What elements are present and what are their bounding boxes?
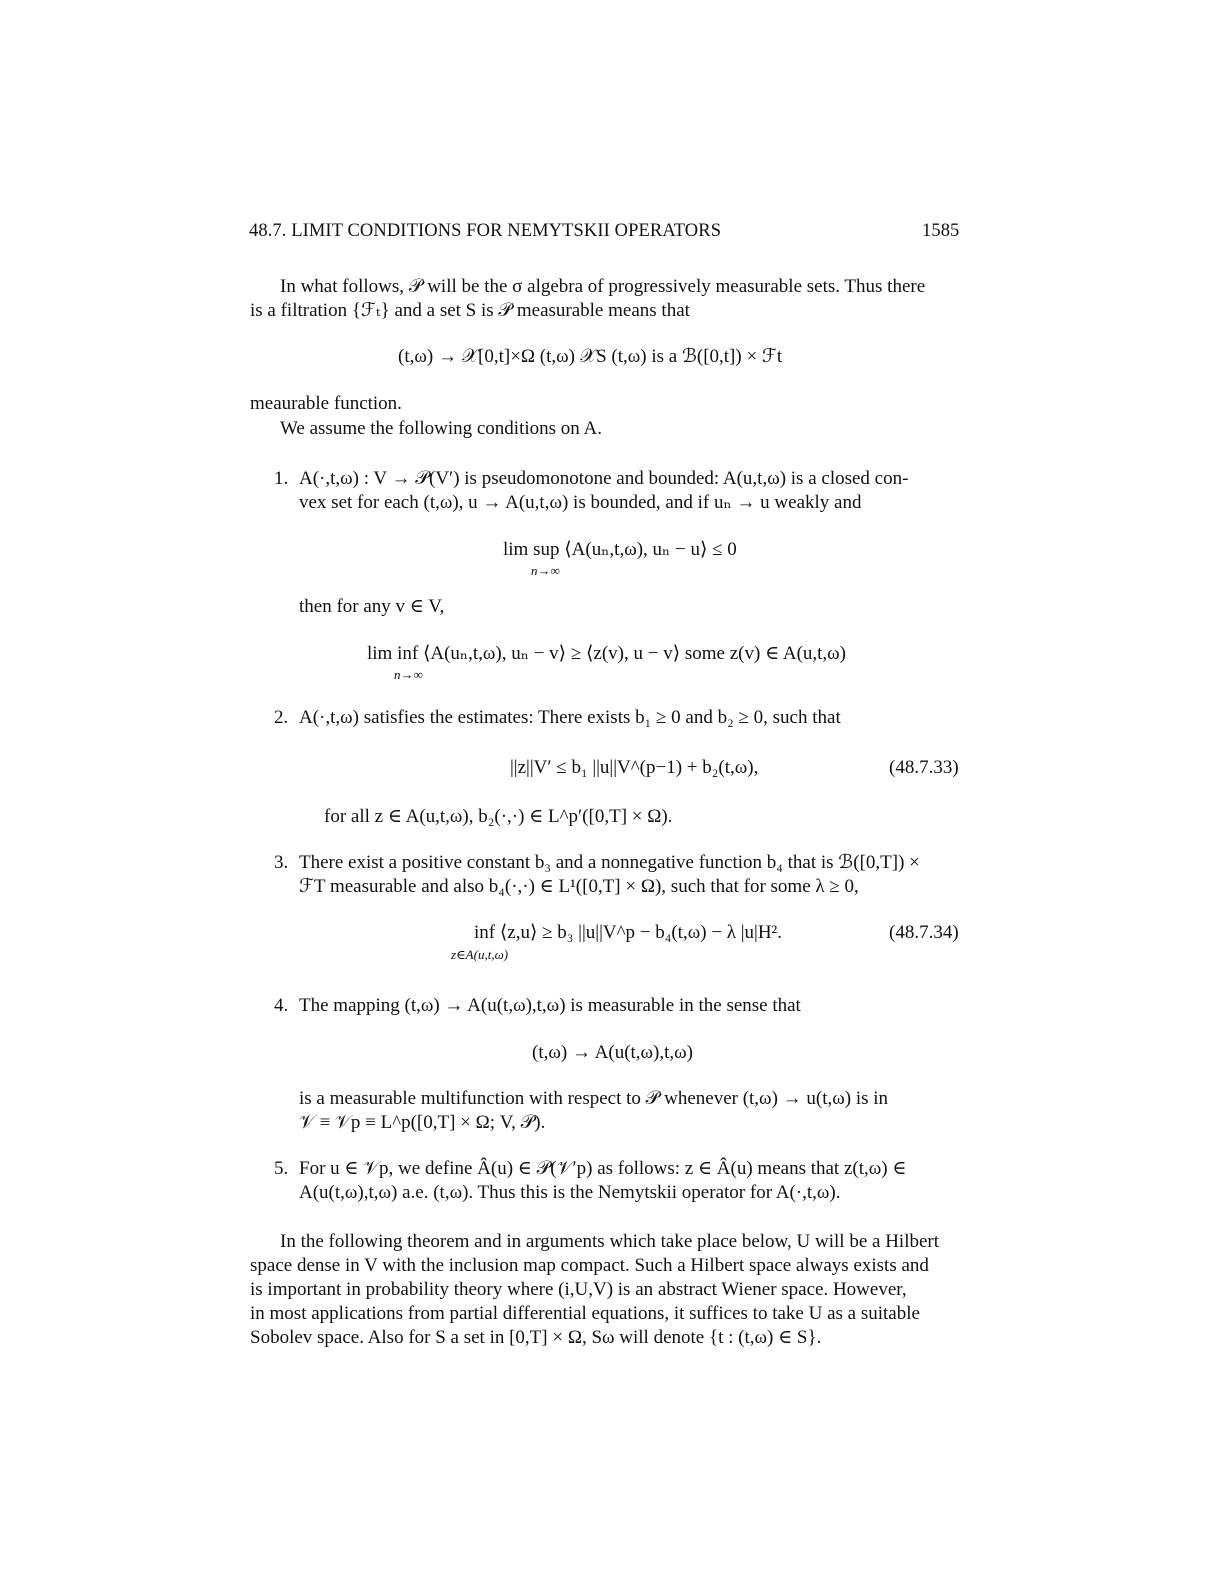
condition-1-line-1: A(·,t,ω) : V → 𝒫(V′) is pseudomonotone and bounded: A(u,t,ω) is a closed con- (299, 468, 909, 489)
condition-1-line-2: vex set for each (t,ω), u → A(u,t,ω) is bounded, and if uₙ → u weakly and (299, 492, 862, 513)
equation-48-7-33: ||z||V′ ≤ b₁ ||u||V^(p−1) + b₂(t,ω), (510, 757, 759, 778)
equation-label-48-7-34: (48.7.34) (889, 922, 959, 943)
condition-4-display: (t,ω) → A(u(t,ω),t,ω) (532, 1042, 693, 1063)
condition-1-number: 1. (274, 468, 289, 489)
condition-4-number: 4. (274, 995, 289, 1016)
closing-line-4: in most applications from partial differential equations, it suffices to take U as a suitable (250, 1303, 920, 1324)
display-equation-progressive: (t,ω) → 𝒳[0,t]×Ω (t,ω) 𝒳S (t,ω) is a ℬ([0,t]) × ℱt (398, 346, 783, 367)
condition-1-liminf-subscript: n→∞ (394, 667, 423, 682)
intro-line-1: In what follows, 𝒫 will be the σ algebra of progressively measurable sets. Thus there (280, 276, 926, 297)
assume-line: We assume the following conditions on A. (280, 418, 602, 439)
closing-line-3: is important in probability theory where (i,U,V) is an abstract Wiener space. However, (250, 1279, 907, 1300)
intro-line-2: is a filtration {ℱₜ} and a set S is 𝒫 measurable means that (250, 300, 690, 321)
condition-2-after: for all z ∈ A(u,t,ω), b₂(·,·) ∈ L^p′([0,T] × Ω). (324, 806, 673, 827)
condition-3-line-2: ℱT measurable and also b₄(·,·) ∈ L¹([0,T] × Ω), such that for some λ ≥ 0, (299, 876, 859, 897)
condition-5-number: 5. (274, 1158, 289, 1179)
intro-after-display: meaurable function. (250, 393, 402, 414)
condition-1-limsup-block (503, 539, 737, 561)
condition-3-number: 3. (274, 852, 289, 873)
equation-label-48-7-33: (48.7.33) (889, 757, 959, 778)
condition-5-line-2: A(u(t,ω),t,ω) a.e. (t,ω). Thus this is the Nemytskii operator for A(·,t,ω). (299, 1182, 841, 1203)
condition-1-then: then for any v ∈ V, (299, 596, 445, 617)
condition-1-liminf-block (367, 643, 846, 665)
condition-3-line-1: There exist a positive constant b₃ and a nonnegative function b₄ that is ℬ([0,T]) × (299, 852, 920, 873)
condition-1-limsup-equation: lim sup ⟨A(uₙ,t,ω), uₙ − u⟩ ≤ 0 (503, 539, 737, 560)
closing-line-2: space dense in V with the inclusion map compact. Such a Hilbert space always exists and (250, 1255, 929, 1276)
equation-48-7-34-subscript: z∈A(u,t,ω) (451, 947, 509, 962)
condition-1-liminf-equation: lim inf ⟨A(uₙ,t,ω), uₙ − v⟩ ≥ ⟨z(v), u − v⟩ some z(v) ∈ A(u,t,ω) (367, 643, 847, 664)
condition-5-line-1: For u ∈ 𝒱p, we define Â(u) ∈ 𝒫(𝒱′p) as follows: z ∈ Â(u) means that z(t,ω) ∈ (299, 1158, 907, 1179)
condition-4-line-1: The mapping (t,ω) → A(u(t,ω),t,ω) is measurable in the sense that (299, 995, 801, 1016)
closing-line-1: In the following theorem and in arguments which take place below, U will be a Hilbert (280, 1231, 940, 1252)
condition-2-line-1: A(·,t,ω) satisfies the estimates: There exists b₁ ≥ 0 and b₂ ≥ 0, such that (299, 707, 841, 728)
condition-4-line-2: is a measurable multifunction with respect to 𝒫 whenever (t,ω) → u(t,ω) is in (299, 1088, 889, 1109)
running-title: 48.7. LIMIT CONDITIONS FOR NEMYTSKII OPERATORS (249, 221, 722, 241)
condition-2-number: 2. (274, 707, 289, 728)
condition-4-line-3: 𝒱 ≡ 𝒱p ≡ L^p([0,T] × Ω; V, 𝒫). (299, 1112, 546, 1133)
condition-1-limsup-subscript: n→∞ (531, 563, 560, 578)
equation-48-7-34: inf ⟨z,u⟩ ≥ b₃ ||u||V^p − b₄(t,ω) − λ |u|H². (474, 922, 782, 943)
closing-line-5: Sobolev space. Also for S a set in [0,T] × Ω, Sω will denote {t : (t,ω) ∈ S}. (250, 1327, 822, 1348)
page-number: 1585 (922, 221, 960, 241)
